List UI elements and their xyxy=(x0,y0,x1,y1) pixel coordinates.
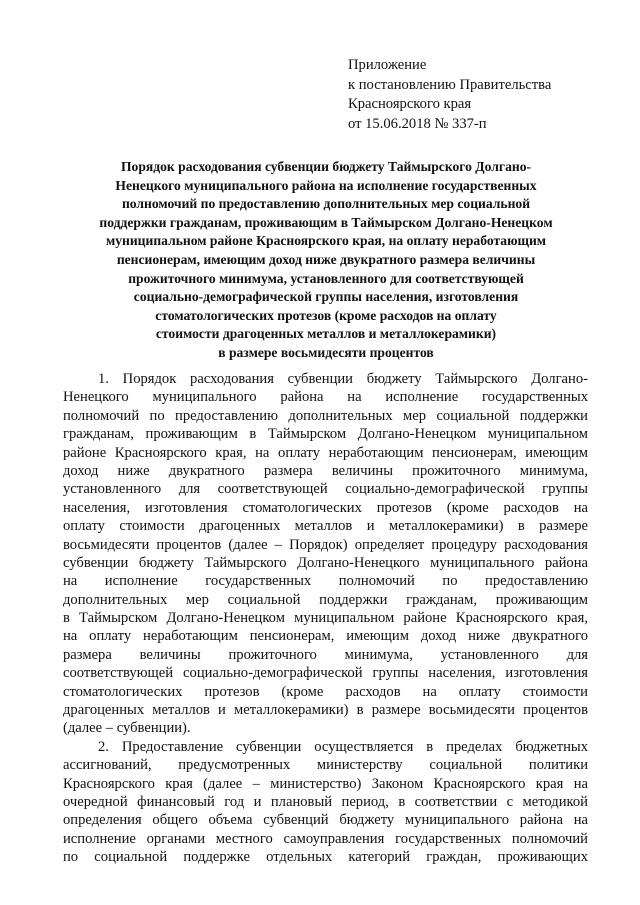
title-line: Ненецкого муниципального района на исполнение государственных xyxy=(115,177,537,193)
paragraph-line: дополнительных мер социальной поддержки гражданам, проживающим xyxy=(63,591,588,608)
paragraph-line: в Таймырском Долгано-Ненецком муниципальном районе Красноярского края, xyxy=(63,610,588,627)
paragraph-line: Красноярского края (далее – министерство) Законом Красноярского края на xyxy=(63,775,588,792)
paragraph-line: восьмидесяти процентов (далее – Порядок) определяет процедуру расходования xyxy=(63,536,588,553)
title-line: стоматологических протезов (кроме расходов на оплату xyxy=(155,307,497,323)
paragraph-line: установленного для соответствующей социально-демографической группы xyxy=(63,481,588,498)
title-line: поддержки гражданам, проживающим в Таймырском Долгано-Ненецком xyxy=(99,214,553,230)
title-line: Порядок расходования субвенции бюджету Таймырского Долгано- xyxy=(120,159,532,174)
title-line: прожиточного минимума, установленного для соответствующей xyxy=(128,270,524,286)
paragraph-line: стоматологических протезов (кроме расходов на оплату стоимости xyxy=(63,683,588,700)
annex-line: Приложение xyxy=(348,57,427,73)
paragraph-line: соответствующей социально-демографической группы населения, изготовления xyxy=(63,665,588,682)
paragraph-line: размера величины прожиточного минимума, установленного для xyxy=(63,646,588,663)
document-title xyxy=(64,158,588,363)
paragraph-line: полномочий по предоставлению дополнительных мер социальной поддержки xyxy=(63,407,588,424)
annex-line: от 15.06.2018 № 337-п xyxy=(348,115,487,132)
paragraph-line: ассигнований, предусмотренных министерству социальной политики xyxy=(63,757,588,774)
title-line: стоимости драгоценных металлов и металлокерамики) xyxy=(155,326,497,342)
paragraph-line: по социальной поддержке отдельных категорий граждан, проживающих xyxy=(63,849,588,866)
paragraph-line: Ненецкого муниципального района на исполнение государственных xyxy=(63,389,588,406)
paragraph-line: драгоценных металлов и металлокерамики) в размере восьмидесяти процентов xyxy=(63,702,588,719)
paragraph-line: исполнение органами местного самоуправления государственных полномочий xyxy=(63,830,588,847)
paragraph-line: (далее – субвенции). xyxy=(63,720,191,737)
paragraph-1 xyxy=(63,370,588,738)
paragraph-line: гражданам, проживающим в Таймырском Долгано-Ненецком муниципальном xyxy=(63,426,588,443)
paragraph-line: населения, изготовления стоматологических протезов (кроме расходов на xyxy=(63,499,588,516)
paragraph-line: 2. Предоставление субвенции осуществляется в пределах бюджетных xyxy=(98,738,588,755)
title-line: в размере восьмидесяти процентов xyxy=(218,344,434,360)
annex-line: Красноярского края xyxy=(348,96,472,112)
paragraph-2 xyxy=(63,738,588,867)
paragraph-line: на исполнение государственных полномочий по предоставлению xyxy=(63,573,588,590)
paragraph-line: районе Красноярского края, на оплату неработающим пенсионерам, имеющим xyxy=(63,444,588,461)
paragraph-line: на оплату неработающим пенсионерам, имеющим доход ниже двукратного xyxy=(63,628,588,645)
paragraph-line: очередной финансовый год и плановый период, в соответствии с методикой xyxy=(63,793,588,810)
paragraph-line: доход ниже двукратного размера величины прожиточного минимума, xyxy=(63,462,588,479)
paragraph-line: оплату стоимости драгоценных металлов и металлокерамики) в размере xyxy=(63,518,588,535)
title-line: полномочий по предоставлению дополнительных мер социальной xyxy=(121,196,531,212)
paragraph-line: определения общего объема субвенций бюджету муниципального района на xyxy=(63,812,588,829)
title-line: муниципальном районе Красноярского края, на оплату неработающим xyxy=(105,233,547,249)
paragraph-line: 1. Порядок расходования субвенции бюджету Таймырского Долгано- xyxy=(98,371,588,387)
paragraph-line: субвенции бюджету Таймырского Долгано-Ненецкого муниципального района xyxy=(63,554,588,571)
annex-line: к постановлению Правительства xyxy=(348,76,552,93)
title-line: социально-демографической группы населения, изготовления xyxy=(133,289,519,305)
title-line: пенсионерам, имеющим доход ниже двукратного размера величины xyxy=(116,251,536,267)
annex-block xyxy=(348,56,628,134)
document-body xyxy=(63,370,588,867)
